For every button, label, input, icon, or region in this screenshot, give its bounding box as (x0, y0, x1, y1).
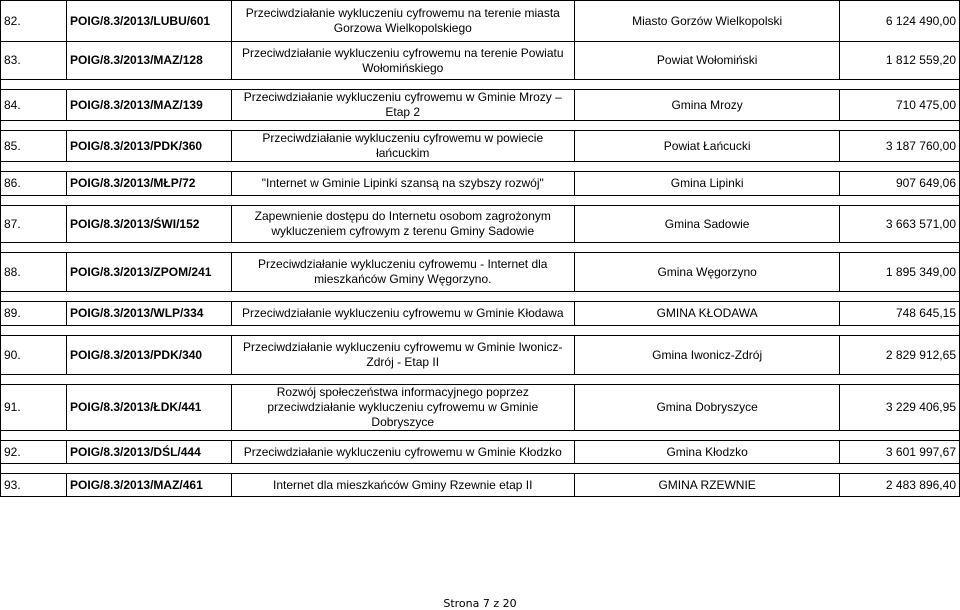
table-row (1, 253, 960, 292)
beneficiary: Gmina Mrozy (575, 90, 840, 121)
beneficiary: Powiat Łańcucki (575, 131, 840, 162)
table-row (1, 206, 960, 243)
row-spacer (1, 431, 960, 441)
project-code: POIG/8.3/2013/MAZ/139 (67, 90, 231, 121)
grant-amount: 6 124 490,00 (840, 1, 960, 42)
beneficiary: Gmina Kłodzko (575, 441, 840, 464)
beneficiary: GMINA KŁODAWA (575, 302, 840, 326)
row-number: 85. (1, 131, 67, 162)
beneficiary: Gmina Lipinki (575, 172, 840, 196)
table-row (1, 172, 960, 196)
project-code: POIG/8.3/2013/PDK/360 (67, 131, 231, 162)
table-row (1, 131, 960, 162)
row-number: 91. (1, 385, 67, 431)
project-title: "Internet w Gminie Lipinki szansą na szybszy rozwój" (231, 172, 575, 196)
table-row (1, 90, 960, 121)
project-title: Przeciwdziałanie wykluczeniu cyfrowemu w Gminie Mrozy – Etap 2 (231, 90, 575, 121)
grant-amount: 2 829 912,65 (840, 336, 960, 375)
beneficiary: Powiat Wołomiński (575, 42, 840, 80)
project-title: Rozwój społeczeństwa informacyjnego poprzez przeciwdziałanie wykluczeniu cyfrowemu w Gminie Dobryszyce (231, 385, 575, 431)
beneficiary: Gmina Sadowie (575, 206, 840, 243)
project-title: Przeciwdziałanie wykluczeniu cyfrowemu w Gminie Kłodzko (231, 441, 575, 464)
row-number: 89. (1, 302, 67, 326)
project-title: Przeciwdziałanie wykluczeniu cyfrowemu na terenie Powiatu Wołomińskiego (231, 42, 575, 80)
beneficiary: GMINA RZEWNIE (575, 474, 840, 497)
table-row (1, 441, 960, 464)
row-spacer (1, 121, 960, 131)
grant-amount: 1 812 559,20 (840, 42, 960, 80)
grant-amount: 3 187 760,00 (840, 131, 960, 162)
row-spacer (1, 162, 960, 172)
project-code: POIG/8.3/2013/WLP/334 (67, 302, 231, 326)
row-number: 86. (1, 172, 67, 196)
table-row (1, 474, 960, 497)
row-spacer (1, 326, 960, 336)
row-spacer (1, 80, 960, 90)
row-number: 83. (1, 42, 67, 80)
beneficiary: Gmina Iwonicz-Zdrój (575, 336, 840, 375)
project-code: POIG/8.3/2013/ŚWI/152 (67, 206, 231, 243)
project-title: Przeciwdziałanie wykluczeniu cyfrowemu w Gminie Kłodawa (231, 302, 575, 326)
beneficiary: Miasto Gorzów Wielkopolski (575, 1, 840, 42)
project-title: Przeciwdziałanie wykluczeniu cyfrowemu w powiecie łańcuckim (231, 131, 575, 162)
row-number: 88. (1, 253, 67, 292)
project-title: Internet dla mieszkańców Gminy Rzewnie etap II (231, 474, 575, 497)
grant-amount: 2 483 896,40 (840, 474, 960, 497)
project-code: POIG/8.3/2013/LUBU/601 (67, 1, 231, 42)
grant-amount: 748 645,15 (840, 302, 960, 326)
grant-amount: 907 649,06 (840, 172, 960, 196)
table-row (1, 302, 960, 326)
project-code: POIG/8.3/2013/MAZ/461 (67, 474, 231, 497)
row-spacer (1, 464, 960, 474)
project-code: POIG/8.3/2013/ŁDK/441 (67, 385, 231, 431)
table-row (1, 336, 960, 375)
row-spacer (1, 292, 960, 302)
project-title: Przeciwdziałanie wykluczeniu cyfrowemu - Internet dla mieszkańców Gminy Węgorzyno. (231, 253, 575, 292)
table-row (1, 1, 960, 42)
grant-amount: 710 475,00 (840, 90, 960, 121)
project-title: Zapewnienie dostępu do Internetu osobom zagrożonym wykluczeniem cyfrowym z terenu Gminy Sadowie (231, 206, 575, 243)
row-spacer (1, 196, 960, 206)
project-code: POIG/8.3/2013/PDK/340 (67, 336, 231, 375)
beneficiary: Gmina Węgorzyno (575, 253, 840, 292)
project-code: POIG/8.3/2013/ZPOM/241 (67, 253, 231, 292)
row-number: 87. (1, 206, 67, 243)
table-row (1, 42, 960, 80)
row-spacer (1, 243, 960, 253)
grant-amount: 3 229 406,95 (840, 385, 960, 431)
grant-amount: 3 601 997,67 (840, 441, 960, 464)
row-number: 92. (1, 441, 67, 464)
row-number: 90. (1, 336, 67, 375)
grant-amount: 1 895 349,00 (840, 253, 960, 292)
project-code: POIG/8.3/2013/MŁP/72 (67, 172, 231, 196)
row-number: 84. (1, 90, 67, 121)
project-title: Przeciwdziałanie wykluczeniu cyfrowemu w Gminie Iwonicz-Zdrój - Etap II (231, 336, 575, 375)
project-code: POIG/8.3/2013/DŚL/444 (67, 441, 231, 464)
row-number: 82. (1, 1, 67, 42)
page-number: Strona 7 z 20 (443, 597, 517, 610)
grant-amount: 3 663 571,00 (840, 206, 960, 243)
row-spacer (1, 375, 960, 385)
project-title: Przeciwdziałanie wykluczeniu cyfrowemu na terenie miasta Gorzowa Wielkopolskiego (231, 1, 575, 42)
project-code: POIG/8.3/2013/MAZ/128 (67, 42, 231, 80)
table-row (1, 385, 960, 431)
beneficiary: Gmina Dobryszyce (575, 385, 840, 431)
row-number: 93. (1, 474, 67, 497)
